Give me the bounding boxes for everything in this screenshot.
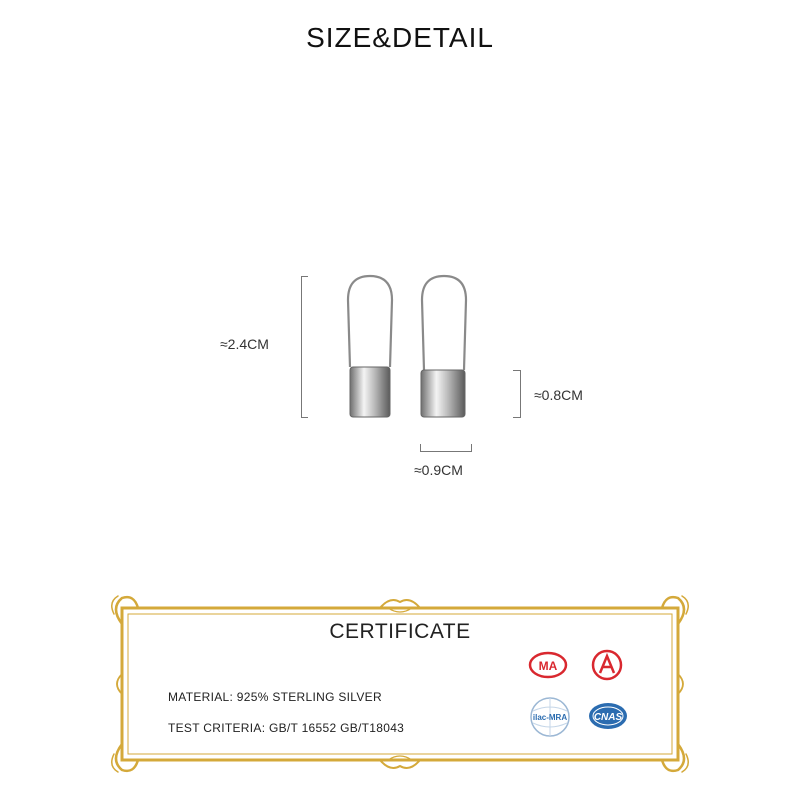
cma-logo-icon [528,650,568,680]
lock-width-tick-right [471,444,472,452]
svg-text:CNAS: CNAS [593,712,623,723]
lock-height-tick-bottom [513,417,521,418]
earrings-image [330,270,490,430]
earring-left [348,276,392,417]
ca-logo-icon [590,648,624,682]
test-criteria-text: TEST CRITERIA: GB/T 16552 GB/T18043 [168,721,405,735]
cnas-logo-icon [586,700,630,732]
lock-width-tick-left [420,444,421,452]
svg-text:MA: MA [538,659,558,673]
height-dimension-line [301,276,302,418]
page-title: SIZE&DETAIL [306,22,494,53]
lock-width-label: ≈0.9CM [414,462,463,478]
height-dimension-tick-top [301,276,308,277]
material-text: MATERIAL: 925% STERLING SILVER [168,690,382,704]
lock-height-tick-top [513,370,521,371]
lock-height-label: ≈0.8CM [534,387,583,403]
certificate-title: CERTIFICATE [329,620,471,643]
height-label: ≈2.4CM [220,336,269,352]
lock-width-dimension-line [420,451,472,452]
ilac-mra-logo-icon [528,695,572,739]
height-dimension-tick-bottom [301,417,308,418]
earring-right [421,276,466,417]
svg-text:ilac-MRA: ilac-MRA [532,713,568,722]
lock-height-dimension-line [520,370,521,417]
